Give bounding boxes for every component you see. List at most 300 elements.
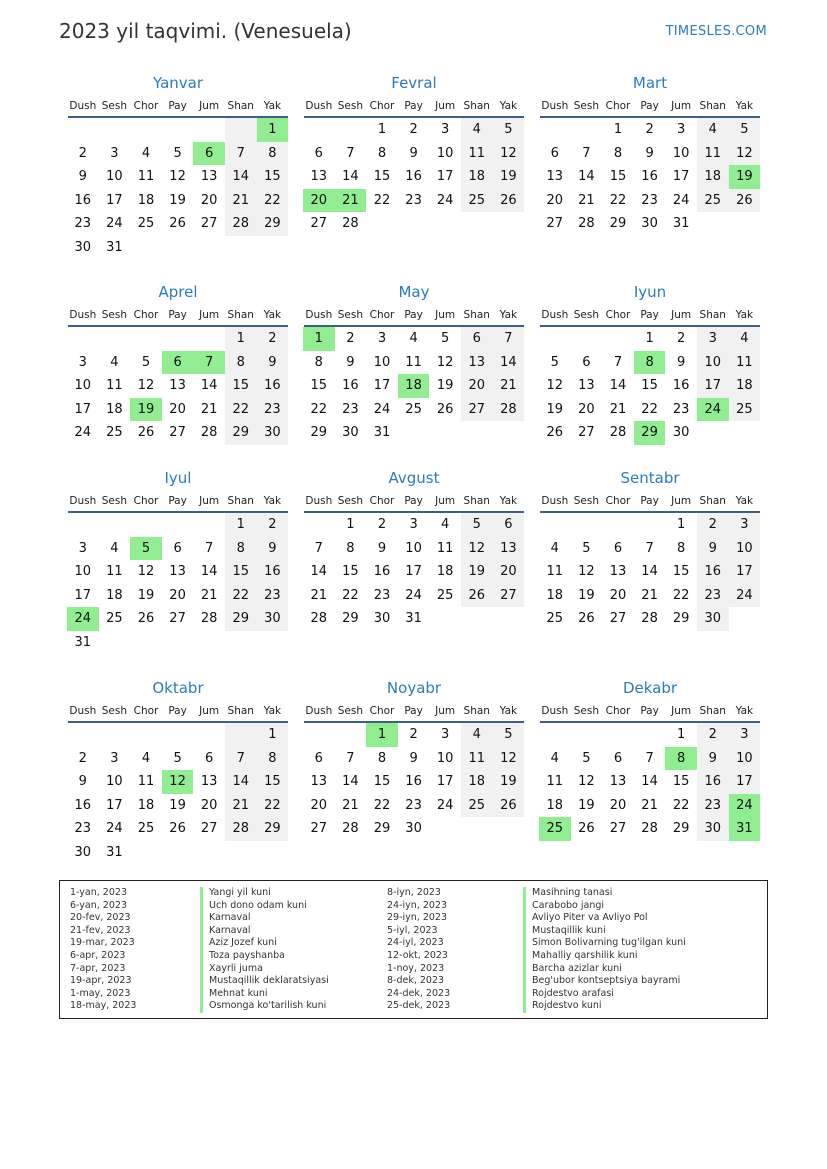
day-cell: 10 [74,564,92,579]
day-cell: 11 [729,351,761,375]
day-cell: 18 [137,192,155,208]
day-cell: 19 [493,165,525,189]
day-cell: 15 [672,564,690,579]
day-cell: 8 [257,747,289,771]
site-brand-link[interactable]: TIMESLES.COM [665,24,767,39]
day-cell: 5 [173,750,182,766]
day-cell: 17 [697,374,729,398]
day-cell: 7 [645,540,654,556]
day-cell: 4 [141,750,151,766]
day-cell: 11 [461,747,493,771]
weekday-label: Dush [305,705,333,717]
day-cell: 10 [729,537,761,561]
day-cell: 6 [314,750,323,766]
day-cell: 11 [106,378,123,393]
weekday-label: Dush [541,705,569,717]
day-cell: 24 [436,797,454,813]
day-cell: 15 [225,374,257,398]
holiday-name: Mustaqillik kuni [523,925,686,938]
day-cell: 22 [257,189,289,213]
day-cell: 31 [373,425,391,440]
weekday-header [303,305,525,325]
day-cell: 30 [74,844,92,860]
holiday-date: 24-iyl, 2023 [387,937,444,949]
holiday-date: 25-dek, 2023 [387,1000,451,1012]
empty-day-cell [99,513,131,537]
weekday-label: Chor [133,309,159,321]
day-cell: 17 [106,797,123,813]
weekday-header [67,96,289,116]
weekday-label: Shan [463,495,490,507]
empty-day-cell [99,723,131,747]
day-cell: 25 [546,611,564,626]
day-cell: 24 [672,192,690,208]
weekday-label: Pay [168,309,187,321]
weekday-header [67,305,289,325]
month-name: Dekabr [622,679,678,697]
day-cell: 3 [78,540,87,556]
day-cell: 2 [409,727,418,742]
day-cell: 6 [613,540,623,556]
day-cell: 13 [200,169,218,184]
day-cell: 11 [461,142,493,166]
day-grid [303,723,525,841]
month-mart [539,72,761,236]
weekday-label: Pay [168,705,187,717]
weekday-label: Jum [671,705,692,717]
day-cell: 13 [310,774,328,789]
day-grid [67,723,289,864]
day-cell: 3 [110,750,119,766]
empty-day-cell [634,513,666,537]
weekday-label: Pay [404,705,423,717]
holiday-day-cell: 7 [193,351,225,375]
day-grid [539,723,761,841]
empty-day-cell [366,212,398,236]
day-cell: 29 [609,216,627,231]
holiday-date: 6-yan, 2023 [70,899,127,911]
day-cell: 1 [225,327,257,351]
holiday-name: Rojdestvo kuni [523,1000,686,1013]
weekday-label: Jum [671,309,692,321]
day-cell: 14 [200,564,218,579]
empty-day-cell [257,841,289,865]
day-cell: 5 [141,354,151,370]
day-cell: 2 [257,327,289,351]
weekday-label: Shan [699,495,726,507]
day-cell: 28 [200,611,218,626]
day-cell: 7 [314,540,323,556]
day-cell: 13 [493,537,525,561]
empty-day-cell [225,118,257,142]
weekday-label: Sesh [101,705,128,717]
day-cell: 19 [546,401,564,417]
day-cell: 17 [405,564,422,579]
holiday-name: Karnaval [200,912,329,925]
weekday-label: Jum [671,100,692,112]
day-cell: 7 [645,750,654,766]
day-cell: 27 [200,821,218,836]
day-cell: 6 [550,145,559,161]
day-cell: 23 [641,192,658,208]
day-cell: 27 [169,425,186,440]
day-cell: 27 [609,821,627,836]
day-cell: 9 [645,145,654,161]
day-cell: 7 [582,145,591,161]
day-cell: 19 [578,797,595,813]
day-cell: 23 [74,216,92,231]
day-cell: 29 [672,821,690,836]
day-cell: 22 [373,797,391,813]
day-cell: 23 [257,398,289,422]
day-cell: 24 [405,587,422,603]
day-cell: 31 [106,844,123,860]
day-cell: 21 [641,587,658,603]
day-cell: 25 [461,794,493,818]
empty-day-cell [493,607,525,631]
day-cell: 29 [373,821,391,836]
holiday-day-cell: 19 [130,398,162,422]
day-cell: 17 [373,378,391,393]
day-cell: 16 [342,378,359,393]
empty-day-cell [539,327,571,351]
weekday-label: Chor [605,100,631,112]
day-cell: 14 [493,351,525,375]
weekday-label: Yak [499,100,518,112]
weekday-label: Dush [305,309,333,321]
day-cell: 4 [110,540,119,556]
day-cell: 2 [645,122,654,137]
day-cell: 11 [697,142,729,166]
day-cell: 10 [106,169,123,184]
day-cell: 18 [461,165,493,189]
holiday-date: 19-mar, 2023 [70,937,135,949]
holiday-date: 1-may, 2023 [70,987,131,999]
day-cell: 18 [461,770,493,794]
weekday-label: Sesh [573,495,600,507]
weekday-label: Chor [369,309,395,321]
empty-day-cell [539,723,571,747]
month-name: Iyul [164,469,192,487]
holiday-name: Masihning tanasi [523,887,686,900]
empty-day-cell [162,118,194,142]
day-cell: 9 [409,750,418,766]
day-cell: 22 [310,401,328,417]
day-cell: 3 [697,327,729,351]
empty-day-cell [193,631,225,655]
day-cell: 19 [169,192,186,208]
day-cell: 19 [578,587,595,603]
day-cell: 15 [373,774,391,789]
day-cell: 15 [641,378,658,393]
day-cell: 1 [225,513,257,537]
day-cell: 5 [461,513,493,537]
day-cell: 28 [641,821,658,836]
day-cell: 23 [405,192,422,208]
day-cell: 27 [493,584,525,608]
day-cell: 30 [641,216,658,231]
day-cell: 20 [578,401,595,417]
weekday-label: Shan [227,705,254,717]
holiday-name: Avliyo Piter va Avliyo Pol [523,912,686,925]
day-grid [67,118,289,259]
holiday-day-cell: 20 [303,189,335,213]
day-cell: 25 [461,189,493,213]
day-cell: 10 [672,145,690,161]
holiday-day-cell: 8 [665,747,697,771]
weekday-label: Sesh [337,100,364,112]
weekday-label: Yak [263,705,282,717]
empty-day-cell [193,236,225,260]
day-cell: 5 [582,540,591,556]
day-cell: 28 [225,212,257,236]
day-cell: 26 [493,794,525,818]
weekday-label: Yak [499,309,518,321]
day-cell: 8 [377,145,387,161]
day-cell: 25 [137,821,155,836]
day-cell: 1 [677,517,686,532]
day-cell: 23 [342,401,359,417]
day-cell: 6 [493,513,525,537]
day-cell: 9 [697,747,729,771]
weekday-label: Yak [735,309,754,321]
day-cell: 13 [609,774,627,789]
day-cell: 12 [578,774,595,789]
day-cell: 7 [225,142,257,166]
empty-day-cell [162,513,194,537]
month-avgust [303,467,525,631]
holiday-date: 6-apr, 2023 [70,949,126,961]
day-cell: 4 [697,118,729,142]
empty-day-cell [67,723,99,747]
day-cell: 28 [342,216,359,231]
day-cell: 18 [106,587,123,603]
weekday-label: Pay [640,705,659,717]
month-name: Iyun [633,283,667,301]
weekday-header [303,701,525,721]
day-cell: 13 [461,351,493,375]
day-cell: 28 [609,425,627,440]
day-cell: 27 [169,611,186,626]
day-cell: 24 [729,584,761,608]
day-cell: 14 [342,774,359,789]
weekday-label: Shan [463,100,490,112]
day-cell: 5 [550,354,559,370]
weekday-label: Yak [263,100,282,112]
holiday-name: Carabobo jangi [523,900,686,913]
weekday-label: Shan [227,309,254,321]
day-cell: 7 [613,354,623,370]
day-cell: 17 [106,192,123,208]
empty-day-cell [398,421,430,445]
empty-day-cell [303,118,335,142]
day-cell: 15 [257,770,289,794]
day-cell: 19 [169,797,186,813]
holiday-day-cell: 5 [130,537,162,561]
day-cell: 9 [377,540,387,556]
empty-day-cell [429,607,461,631]
day-cell: 12 [137,564,155,579]
weekday-label: Yak [735,100,754,112]
day-cell: 24 [373,401,391,417]
day-cell: 2 [78,145,87,161]
month-iyul [67,467,289,654]
day-cell: 4 [550,750,559,766]
empty-day-cell [571,513,603,537]
holiday-day-cell: 1 [257,118,289,142]
weekday-label: Jum [199,100,220,112]
holiday-day-cell: 31 [729,817,761,841]
day-cell: 27 [310,216,328,231]
day-cell: 9 [697,537,729,561]
weekday-label: Chor [369,705,395,717]
day-cell: 22 [225,398,257,422]
day-cell: 8 [257,142,289,166]
day-cell: 25 [436,587,454,603]
empty-day-cell [398,212,430,236]
page-title: 2023 yil taqvimi. (Venesuela) [59,19,352,43]
weekday-header [67,701,289,721]
day-cell: 14 [641,564,658,579]
weekday-label: Chor [133,495,159,507]
day-cell: 26 [137,425,155,440]
day-cell: 28 [493,398,525,422]
day-cell: 9 [409,145,418,161]
day-cell: 21 [641,797,658,813]
month-name: Avgust [388,469,440,487]
day-cell: 15 [310,378,328,393]
empty-day-cell [729,212,761,236]
weekday-label: Chor [369,100,395,112]
empty-day-cell [602,513,634,537]
day-cell: 20 [200,192,218,208]
empty-day-cell [130,118,162,142]
holiday-day-cell: 24 [67,607,99,631]
day-cell: 19 [461,560,493,584]
holiday-day-cell: 19 [729,165,761,189]
holiday-day-cell: 1 [303,327,335,351]
day-cell: 13 [169,564,186,579]
day-cell: 30 [373,611,391,626]
day-cell: 22 [609,192,627,208]
day-cell: 2 [346,331,355,346]
day-cell: 7 [493,327,525,351]
day-cell: 27 [546,216,564,231]
weekday-label: Jum [199,705,220,717]
empty-day-cell [539,513,571,537]
day-cell: 28 [578,216,595,231]
weekday-label: Jum [435,309,456,321]
day-cell: 12 [169,169,186,184]
day-cell: 5 [493,723,525,747]
month-sentabr [539,467,761,631]
weekday-label: Sesh [573,705,600,717]
day-cell: 12 [546,378,564,393]
day-cell: 17 [729,770,761,794]
holiday-date: 24-iyn, 2023 [387,899,448,911]
day-cell: 2 [409,122,418,137]
empty-day-cell [257,631,289,655]
day-cell: 29 [310,425,328,440]
day-cell: 25 [137,216,155,231]
day-cell: 8 [346,540,355,556]
day-cell: 20 [546,192,564,208]
day-cell: 28 [342,821,359,836]
day-cell: 16 [697,560,729,584]
day-cell: 7 [225,747,257,771]
month-dekabr [539,677,761,841]
day-cell: 26 [546,425,564,440]
weekday-label: Dush [69,309,97,321]
empty-day-cell [225,631,257,655]
day-cell: 3 [377,331,387,346]
holiday-date: 7-apr, 2023 [70,962,126,974]
holiday-name: Xayrli juma [200,963,329,976]
weekday-label: Sesh [101,100,128,112]
day-cell: 11 [546,564,564,579]
day-cell: 31 [74,634,92,650]
holiday-name: Barcha azizlar kuni [523,963,686,976]
holiday-names-column-2 [523,887,686,1013]
day-cell: 8 [677,540,686,556]
weekday-header [539,96,761,116]
day-cell: 18 [137,797,155,813]
day-cell: 6 [613,750,623,766]
day-cell: 1 [613,122,623,137]
day-cell: 17 [729,560,761,584]
empty-day-cell [571,327,603,351]
month-name: Oktabr [152,679,204,697]
day-cell: 19 [137,587,155,603]
day-cell: 9 [78,774,87,789]
day-cell: 28 [200,425,218,440]
holiday-date: 20-fev, 2023 [70,912,131,924]
holiday-day-cell: 29 [634,421,666,445]
day-cell: 8 [377,750,387,766]
day-cell: 13 [578,378,595,393]
day-cell: 19 [436,378,454,393]
day-cell: 9 [257,537,289,561]
empty-day-cell [162,841,194,865]
holiday-day-cell: 24 [729,794,761,818]
day-cell: 30 [257,421,289,445]
day-cell: 10 [106,774,123,789]
weekday-header [539,491,761,511]
holiday-day-cell: 6 [193,142,225,166]
day-cell: 4 [141,145,151,161]
holiday-names-column-1 [200,887,329,1013]
day-cell: 23 [373,587,391,603]
day-cell: 18 [546,587,564,603]
day-cell: 25 [106,611,123,626]
month-name: Sentabr [620,469,680,487]
day-cell: 18 [436,564,454,579]
weekday-label: Sesh [337,705,364,717]
day-cell: 23 [405,797,422,813]
weekday-label: Sesh [337,495,364,507]
day-cell: 24 [106,821,123,836]
day-cell: 1 [346,517,355,532]
day-cell: 12 [461,537,493,561]
day-cell: 16 [672,378,690,393]
empty-day-cell [461,817,493,841]
day-cell: 21 [200,401,218,417]
day-cell: 9 [78,169,87,184]
empty-day-cell [225,841,257,865]
day-cell: 12 [493,142,525,166]
day-cell: 10 [373,354,391,370]
month-oktabr [67,677,289,864]
